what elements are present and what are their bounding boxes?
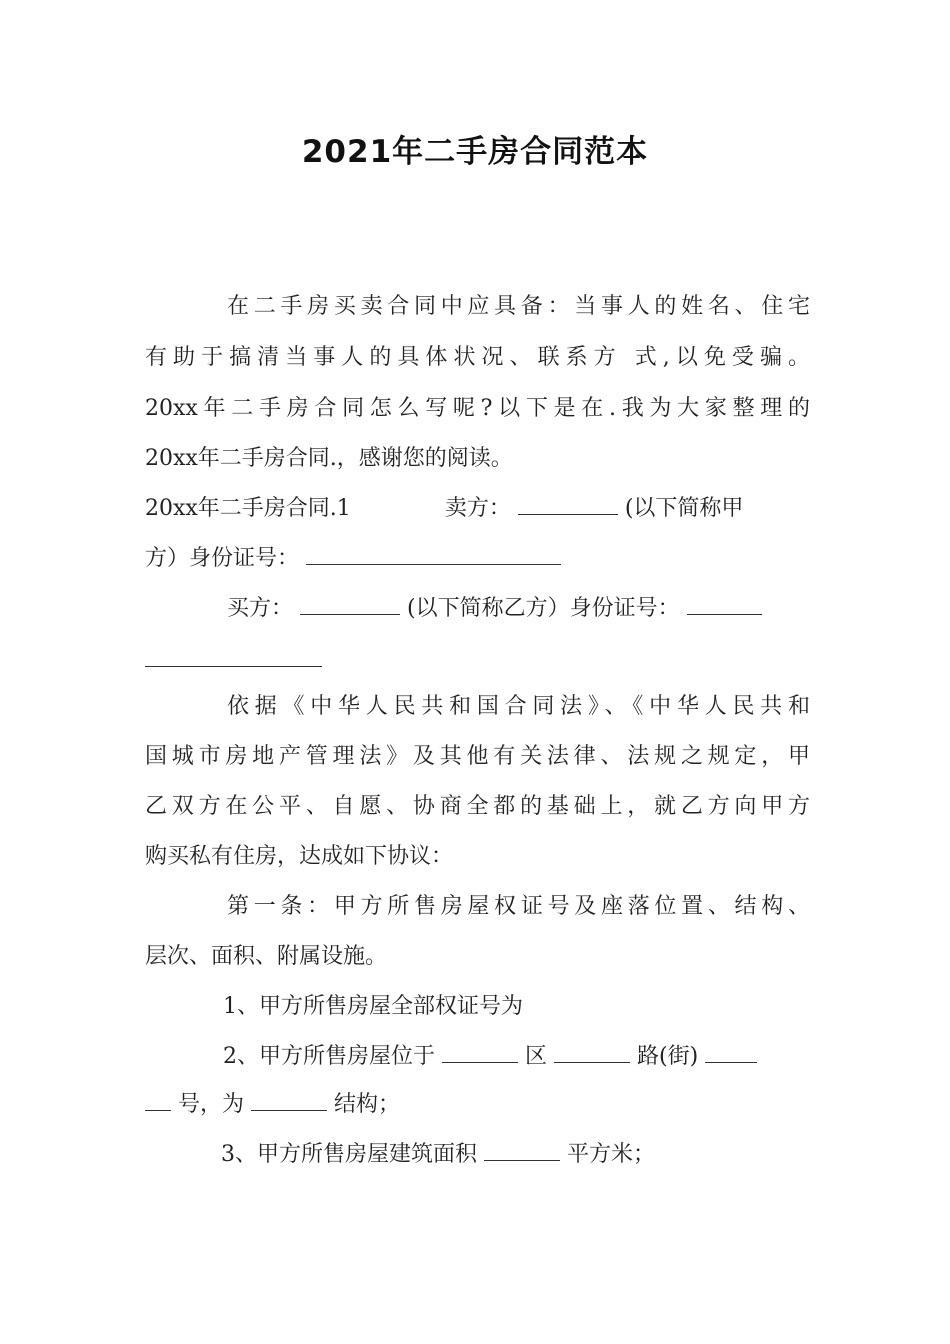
buyer-name-blank — [300, 592, 400, 615]
basis-line-2: 国城市房地产管理法》及其他有关法律、法规之规定，甲 — [145, 744, 810, 769]
seller-label: 卖方： — [444, 496, 511, 521]
seller-id-blank — [306, 542, 561, 565]
item2-structure-blank — [251, 1088, 327, 1111]
article1-line-2: 层次、面积、附属设施。 — [145, 944, 388, 969]
basis-line-3: 乙双方在公平、自愿、协商全都的基础上，就乙方向甲方 — [145, 794, 810, 819]
document-title: 2021年二手房合同范本 — [301, 134, 649, 170]
contract-heading: 20xx年二手房合同.1 — [145, 496, 351, 521]
buyer-line — [145, 592, 810, 626]
item3-area-blank — [484, 1138, 560, 1161]
intro-line-2: 有助于搞清当事人的具体状况、联系方 式,以免受骗。 — [145, 345, 810, 370]
item2-number-blank — [705, 1040, 757, 1063]
seller-suffix: (以下简称甲 — [624, 496, 744, 521]
item-3 — [145, 1138, 810, 1172]
article1-line-1: 第一条：甲方所售房屋权证号及座落位置、结构、 — [227, 894, 810, 919]
item-2-line-1 — [145, 1040, 810, 1074]
buyer-id-label: (以下简称乙方）身份证号： — [407, 596, 680, 621]
item-1: 1、甲方所售房屋全部权证号为 — [223, 994, 523, 1019]
item-2-line-2 — [145, 1088, 810, 1122]
intro-line-4: 20xx年二手房合同.，感谢您的阅读。 — [145, 446, 513, 471]
item2-district-blank — [442, 1040, 518, 1063]
item2-district: 区 — [525, 1044, 548, 1069]
item2-structure: 结构； — [334, 1092, 401, 1117]
seller-line — [145, 492, 810, 526]
seller-id-label: 方）身份证号： — [145, 546, 300, 571]
seller-name-blank — [518, 492, 618, 515]
item3-prefix: 3、甲方所售房屋建筑面积 — [221, 1142, 477, 1167]
buyer-id-blank-continued — [145, 666, 322, 667]
buyer-label: 买方： — [227, 596, 294, 621]
item2-prefix: 2、甲方所售房屋位于 — [223, 1044, 435, 1069]
item2-number-blank-continued — [145, 1088, 171, 1111]
item2-road: 路(街) — [637, 1044, 699, 1069]
basis-line-4: 购买私有住房，达成如下协议： — [145, 844, 454, 869]
seller-id-line — [145, 542, 810, 576]
item3-unit: 平方米； — [567, 1142, 656, 1167]
item2-number: 号，为 — [178, 1092, 245, 1117]
intro-line-3: 20xx年二手房合同怎么写呢?以下是在.我为大家整理的 — [145, 396, 810, 421]
basis-line-1: 依据《中华人民共和国合同法》、《中华人民共和 — [227, 694, 810, 719]
buyer-id-blank — [687, 592, 762, 615]
intro-line-1: 在二手房买卖合同中应具备：当事人的姓名、住宅 — [227, 294, 810, 319]
item2-road-blank — [554, 1040, 630, 1063]
